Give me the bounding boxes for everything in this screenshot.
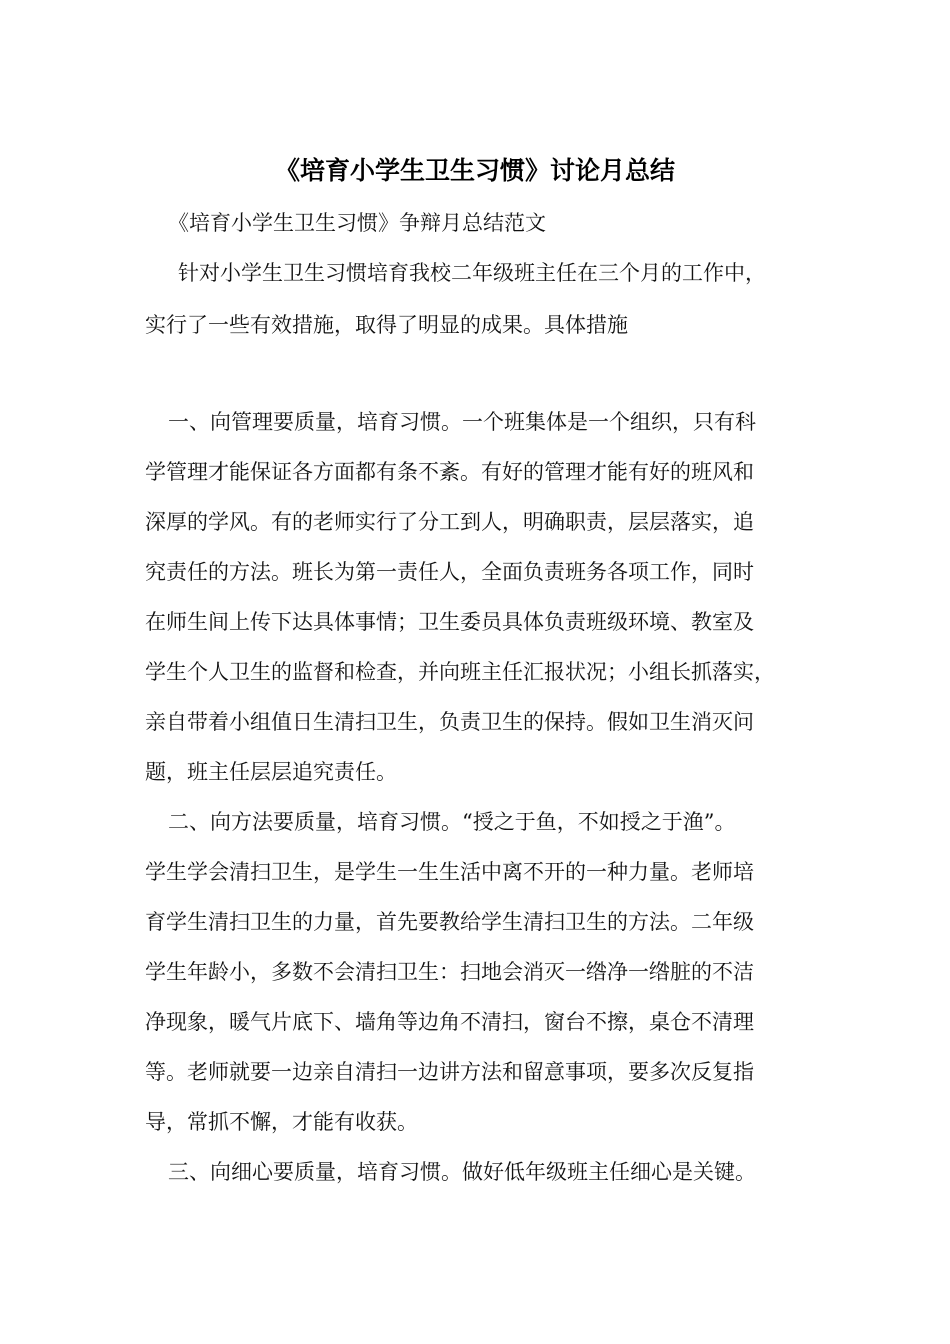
paragraph-line: 究责任的方法。班长为第一责任人，全面负责班务各项工作，同时 <box>145 560 754 584</box>
paragraph-line: 净现象，暖气片底下、墙角等边角不清扫，窗台不擦，桌仓不清理 <box>145 1010 754 1034</box>
paragraph-line: 学管理才能保证各方面都有条不紊。有好的管理才能有好的班风和 <box>145 460 754 484</box>
paragraph-line: 等。老师就要一边亲自清扫一边讲方法和留意事项，要多次反复指 <box>145 1060 754 1084</box>
paragraph-line: 实行了一些有效措施，取得了明显的成果。具体措施 <box>145 313 628 337</box>
paragraph-line: 深厚的学风。有的老师实行了分工到人，明确职责，层层落实，追 <box>145 510 754 534</box>
paragraph-line: 三、向细心要质量，培育习惯。做好低年级班主任细心是关键。 <box>168 1160 756 1184</box>
paragraph-line: 亲自带着小组值日生清扫卫生，负责卫生的保持。假如卫生消灭问 <box>145 710 754 734</box>
paragraph-line: 育学生清扫卫生的力量，首先要教给学生清扫卫生的方法。二年级 <box>145 910 754 934</box>
paragraph-line: 一、向管理要质量，培育习惯。一个班集体是一个组织，只有科 <box>168 410 756 434</box>
paragraph-line: 二、向方法要质量，培育习惯。“授之于鱼，不如授之于渔”。 <box>168 810 736 834</box>
paragraph-line: 导，常抓不懈，才能有收获。 <box>145 1110 418 1134</box>
paragraph-line: 学生年龄小，多数不会清扫卫生：扫地会消灭一绺净一绺脏的不洁 <box>145 960 754 984</box>
paragraph-line: 题，班主任层层追究责任。 <box>145 760 397 784</box>
subtitle-line: 《培育小学生卫生习惯》争辩月总结范文 <box>168 211 546 235</box>
paragraph-line: 学生学会清扫卫生，是学生一生生活中离不开的一种力量。老师培 <box>145 860 754 884</box>
paragraph-line: 学生个人卫生的监督和检查，并向班主任汇报状况；小组长抓落实， <box>145 660 775 684</box>
paragraph-line: 在师生间上传下达具体事情；卫生委员具体负责班级环境、教室及 <box>145 610 754 634</box>
document-title: 《培育小学生卫生习惯》讨论月总结 <box>274 156 675 185</box>
paragraph-line: 针对小学生卫生习惯培育我校二年级班主任在三个月的工作中， <box>178 261 766 285</box>
